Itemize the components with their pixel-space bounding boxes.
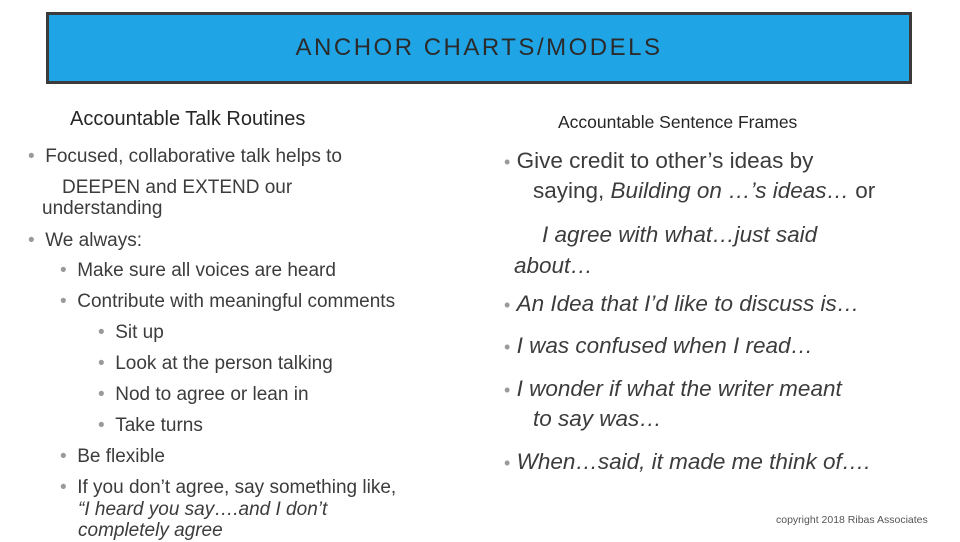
frame-item: • I was confused when I read… bbox=[504, 333, 813, 358]
frame-item-continued: I agree with what…just said bbox=[542, 222, 818, 247]
bullet-item: • Focused, collaborative talk helps to bbox=[28, 146, 342, 167]
example-quote: completely agree bbox=[78, 520, 223, 541]
left-column-heading: Accountable Talk Routines bbox=[70, 108, 306, 130]
page-title: ANCHOR CHARTS/MODELS bbox=[295, 34, 663, 61]
sub-sub-bullet-item: • Take turns bbox=[98, 415, 203, 436]
sub-sub-bullet-item: • Nod to agree or lean in bbox=[98, 384, 309, 405]
right-column-heading: Accountable Sentence Frames bbox=[558, 112, 798, 132]
sub-sub-bullet-item: • Sit up bbox=[98, 322, 164, 343]
frame-item-continued: to say was… bbox=[533, 406, 662, 431]
sub-bullet-item: • Contribute with meaningful comments bbox=[60, 291, 396, 312]
example-quote: “I heard you say….and I don’t bbox=[78, 499, 328, 520]
frame-item: • Give credit to other’s ideas by bbox=[504, 148, 814, 173]
sub-bullet-item: • If you don’t agree, say something like, bbox=[60, 477, 397, 498]
frame-item: • When…said, it made me think of…. bbox=[504, 449, 871, 474]
sub-sub-bullet-item: • Look at the person talking bbox=[98, 353, 333, 374]
bullet-item-continued: understanding bbox=[42, 198, 163, 219]
frame-item-continued: about… bbox=[514, 253, 593, 278]
sub-bullet-item: • Be flexible bbox=[60, 446, 165, 467]
bullet-item-continued: DEEPEN and EXTEND our bbox=[62, 177, 293, 198]
frame-item: • An Idea that I’d like to discuss is… bbox=[504, 291, 860, 316]
copyright-notice: copyright 2018 Ribas Associates bbox=[776, 514, 928, 526]
sub-bullet-item: • Make sure all voices are heard bbox=[60, 260, 336, 281]
title-banner bbox=[46, 12, 912, 84]
frame-item-continued: saying, Building on …’s ideas… or bbox=[533, 178, 876, 203]
bullet-item: • We always: bbox=[28, 230, 143, 251]
frame-item: • I wonder if what the writer meant bbox=[504, 376, 842, 401]
